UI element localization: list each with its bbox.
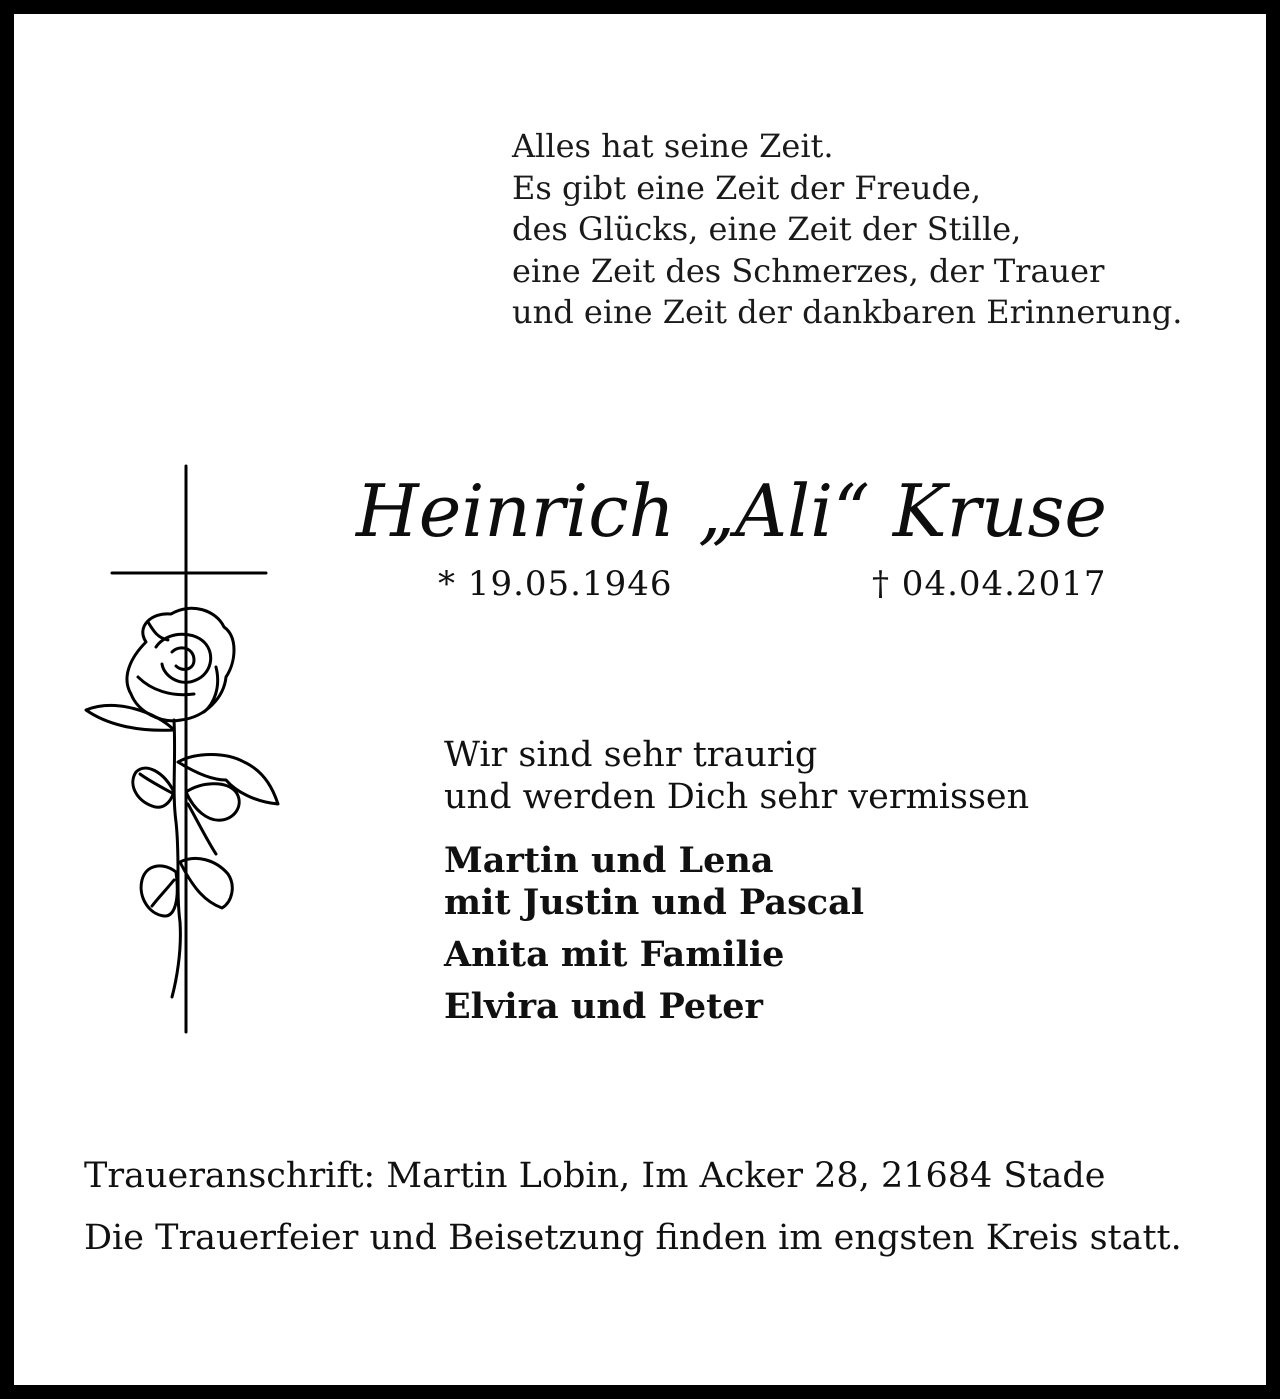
mourner-line: Martin und Lena — [444, 840, 774, 881]
mourner-line: Elvira und Peter — [444, 986, 763, 1027]
mourning-address: Traueranschrift: Martin Lobin, Im Acker 28, 21684 Stade — [84, 1156, 1106, 1196]
mourner-line: mit Justin und Pascal — [444, 882, 865, 923]
message-line: und werden Dich sehr vermissen — [444, 777, 1030, 817]
death-date: † 04.04.2017 — [872, 564, 1107, 604]
mourner-line: Anita mit Familie — [444, 934, 785, 975]
cross-with-rose-icon — [76, 462, 286, 1038]
poem — [512, 126, 1252, 334]
poem-line: und eine Zeit der dankbaren Erinnerung. — [512, 293, 1183, 331]
mourner-group — [444, 934, 864, 976]
poem-line: Alles hat seine Zeit. — [512, 127, 834, 165]
poem-line: eine Zeit des Schmerzes, der Trauer — [512, 251, 1105, 290]
mourner-group — [444, 840, 864, 924]
condolence-message — [444, 734, 1029, 818]
poem-line: Es gibt eine Zeit der Freude, — [512, 168, 982, 207]
ceremony-note: Die Trauerfeier und Beisetzung finden im engsten Kreis statt. — [84, 1218, 1182, 1258]
mourner-group — [444, 986, 864, 1028]
message-line: Wir sind sehr traurig — [444, 735, 818, 775]
birth-date: * 19.05.1946 — [438, 564, 673, 604]
mourners-list — [444, 840, 864, 1038]
deceased-name: Heinrich „Ali“ Kruse — [356, 469, 1108, 553]
poem-line: des Glücks, eine Zeit der Stille, — [512, 210, 1022, 248]
